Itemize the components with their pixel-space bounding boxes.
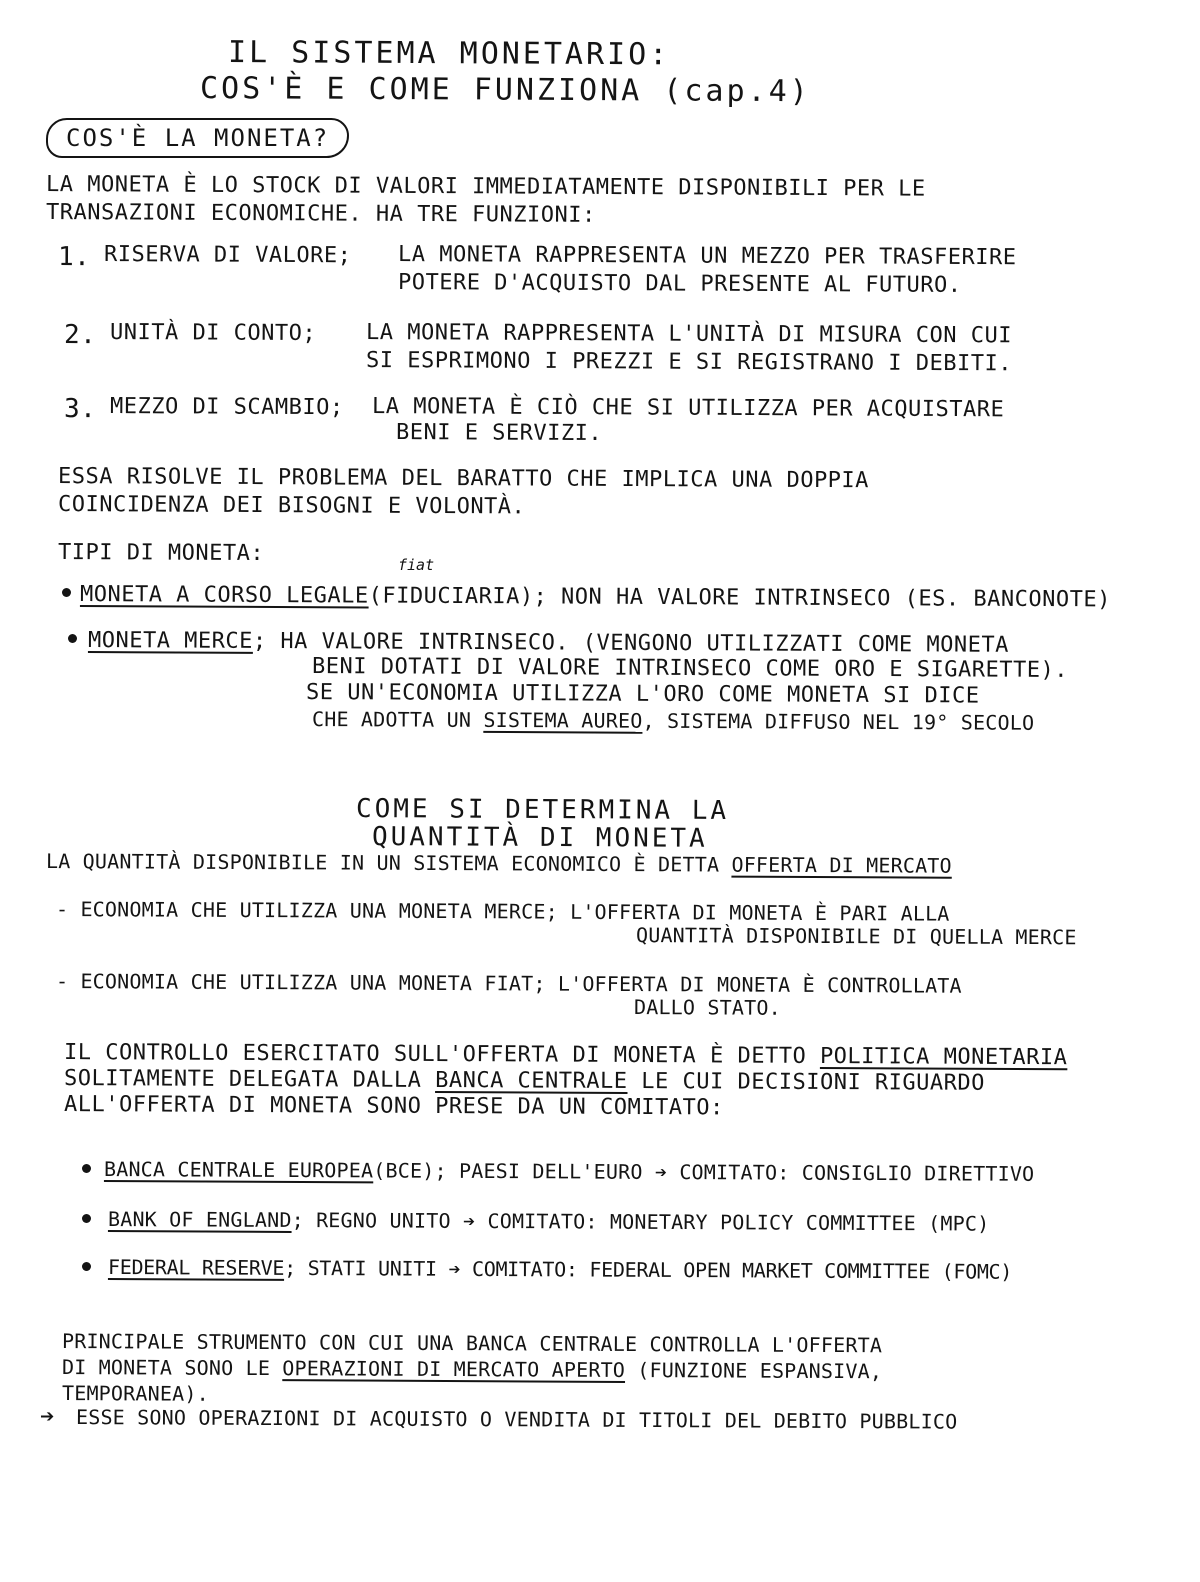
money-type-1 xyxy=(80,582,1111,613)
section2-heading-line1: COME SI DETERMINA LA xyxy=(355,794,730,826)
tool-line2-pre: DI MONETA SONO LE xyxy=(61,1355,283,1381)
bank-item xyxy=(108,1206,990,1237)
intro-line2: TRANSAZIONI ECONOMICHE. HA TRE FUNZIONI: xyxy=(45,200,596,228)
money-type-1-term: MONETA A CORSO LEGALE xyxy=(79,582,369,609)
tool-line4: ESSE SONO OPERAZIONI DI ACQUISTO O VENDITA DI TITOLI DEL DEBITO PUBBLICO xyxy=(75,1405,958,1434)
money-type-2 xyxy=(88,628,1009,659)
market-supply-term: OFFERTA DI MERCATO xyxy=(731,852,952,878)
function-name: MEZZO DI SCAMBIO; xyxy=(109,394,344,421)
function-number: 2. xyxy=(63,320,97,351)
bullet-dot xyxy=(68,634,77,643)
function-number: 1. xyxy=(57,242,91,273)
bank-committee: COMITATO: MONETARY POLICY COMMITTEE (MPC) xyxy=(487,1208,990,1236)
money-supply-definition xyxy=(46,848,952,879)
central-bank-term: BANCA CENTRALE xyxy=(435,1067,628,1094)
money-type-2-desc-line1: ; HA VALORE INTRINSECO. (VENGONO UTILIZZATI COME MONETA xyxy=(252,628,1009,658)
commodity-economy-line1: - ECONOMIA CHE UTILIZZA UNA MONETA MERCE; L'OFFERTA DI MONETA È PARI ALLA xyxy=(55,897,950,926)
bullet-dot xyxy=(62,588,71,597)
types-label: TIPI DI MONETA: xyxy=(57,540,265,567)
commodity-economy-line2: QUANTITÀ DISPONIBILE DI QUELLA MERCE xyxy=(635,923,1077,950)
money-type-2-desc-line3: SE UN'ECONOMIA UTILIZZA L'ORO COME MONETA SI DICE xyxy=(305,680,980,709)
control-text: IL CONTROLLO ESERCITATO SULL'OFFERTA DI MONETA È DETTO xyxy=(63,1040,821,1069)
arrow-right-icon: ➔ xyxy=(450,1208,488,1233)
money-type-2-desc-line2: BENI DOTATI DI VALORE INTRINSECO COME ORO E SIGARETTE). xyxy=(311,654,1069,683)
bank-region: ; STATI UNITI xyxy=(284,1255,437,1281)
bank-item xyxy=(104,1156,1034,1187)
arrow-right-icon: ➔ xyxy=(40,1402,55,1430)
function-desc-line1: LA MONETA È CIÒ CHE SI UTILIZZA PER ACQUISTARE xyxy=(371,394,1005,423)
bullet-dot xyxy=(82,1214,91,1223)
function-name: RISERVA DI VALORE; xyxy=(103,242,352,269)
function-number: 3. xyxy=(63,394,97,425)
bullet-dot xyxy=(82,1164,91,1173)
monetary-policy-term: POLITICA MONETARIA xyxy=(819,1043,1068,1071)
barter-line1: ESSA RISOLVE IL PROBLEMA DEL BARATTO CHE IMPLICA UNA DOPPIA xyxy=(57,464,870,494)
function-name: UNITÀ DI CONTO; xyxy=(109,320,317,347)
function-desc-line2: SI ESPRIMONO I PREZZI E SI REGISTRANO I DEBITI. xyxy=(365,348,1013,377)
fiat-economy-line1: - ECONOMIA CHE UTILIZZA UNA MONETA FIAT; L'OFFERTA DI MONETA È CONTROLLATA xyxy=(55,969,962,998)
function-desc-line2: BENI E SERVIZI. xyxy=(395,420,603,447)
definition-text: LA QUANTITÀ DISPONIBILE IN UN SISTEMA ECONOMICO È DETTA xyxy=(45,849,732,877)
page-title-line2: COS'È E COME FUNZIONA (cap.4) xyxy=(199,71,811,110)
section2-heading-line2: QUANTITÀ DI MONETA xyxy=(371,822,708,854)
bank-region: (BCE); PAESI DELL'EURO xyxy=(373,1158,643,1184)
function-desc-line1: LA MONETA RAPPRESENTA L'UNITÀ DI MISURA CON CUI xyxy=(365,320,1013,349)
section-heading: COS'È LA MONETA? xyxy=(66,124,330,152)
tool-line3: TEMPORANEA). xyxy=(61,1381,209,1406)
fiat-annotation: fiat xyxy=(398,556,435,574)
arrow-right-icon: ➔ xyxy=(642,1159,680,1185)
function-desc-line1: LA MONETA RAPPRESENTA UN MEZZO PER TRASFERIRE xyxy=(397,242,1017,271)
control2-pre: SOLITAMENTE DELEGATA DALLA xyxy=(63,1066,436,1093)
money-type-2-line4-post: , SISTEMA DIFFUSO NEL 19° SECOLO xyxy=(642,708,1035,735)
bank-item xyxy=(108,1254,1012,1285)
intro-line1: LA MONETA È LO STOCK DI VALORI IMMEDIATAMENTE DISPONIBILI PER LE xyxy=(45,172,926,202)
money-type-1-desc: (FIDUCIARIA); NON HA VALORE INTRINSECO (ES. BANCONOTE) xyxy=(368,583,1111,613)
barter-line2: COINCIDENZA DEI BISOGNI E VOLONTÀ. xyxy=(57,492,526,520)
bank-name: BANK OF ENGLAND xyxy=(107,1207,292,1232)
bank-name: FEDERAL RESERVE xyxy=(107,1255,285,1280)
control-line3: ALL'OFFERTA DI MONETA SONO PRESE DA UN COMITATO: xyxy=(63,1092,724,1121)
fiat-economy-line2: DALLO STATO. xyxy=(633,995,781,1020)
tool-line1: PRINCIPALE STRUMENTO CON CUI UNA BANCA CENTRALE CONTROLLA L'OFFERTA xyxy=(61,1329,883,1358)
bank-committee: COMITATO: CONSIGLIO DIRETTIVO xyxy=(679,1160,1035,1186)
gold-standard-term: SISTEMA AUREO xyxy=(483,707,643,733)
arrow-right-icon: ➔ xyxy=(436,1256,473,1281)
money-type-2-term: MONETA MERCE xyxy=(87,628,254,654)
page-title-line1: IL SISTEMA MONETARIO: xyxy=(227,35,671,73)
money-type-2-desc-line4 xyxy=(312,706,1034,736)
bank-region: ; REGNO UNITO xyxy=(291,1207,451,1233)
open-market-operations-term: OPERAZIONI DI MERCATO APERTO xyxy=(282,1356,626,1382)
bank-name: BANCA CENTRALE EUROPEA xyxy=(103,1157,374,1183)
control2-post: LE CUI DECISIONI RIGUARDO xyxy=(627,1068,985,1096)
bank-committee: COMITATO: FEDERAL OPEN MARKET COMMITTEE (FOMC) xyxy=(471,1256,1013,1284)
bullet-dot xyxy=(82,1262,91,1271)
function-desc-line2: POTERE D'ACQUISTO DAL PRESENTE AL FUTURO. xyxy=(397,270,962,298)
money-type-2-line4-pre: CHE ADOTTA UN xyxy=(311,707,484,732)
section-heading-bubble xyxy=(46,118,349,158)
tool-line2-post: (FUNZIONE ESPANSIVA, xyxy=(625,1357,883,1384)
